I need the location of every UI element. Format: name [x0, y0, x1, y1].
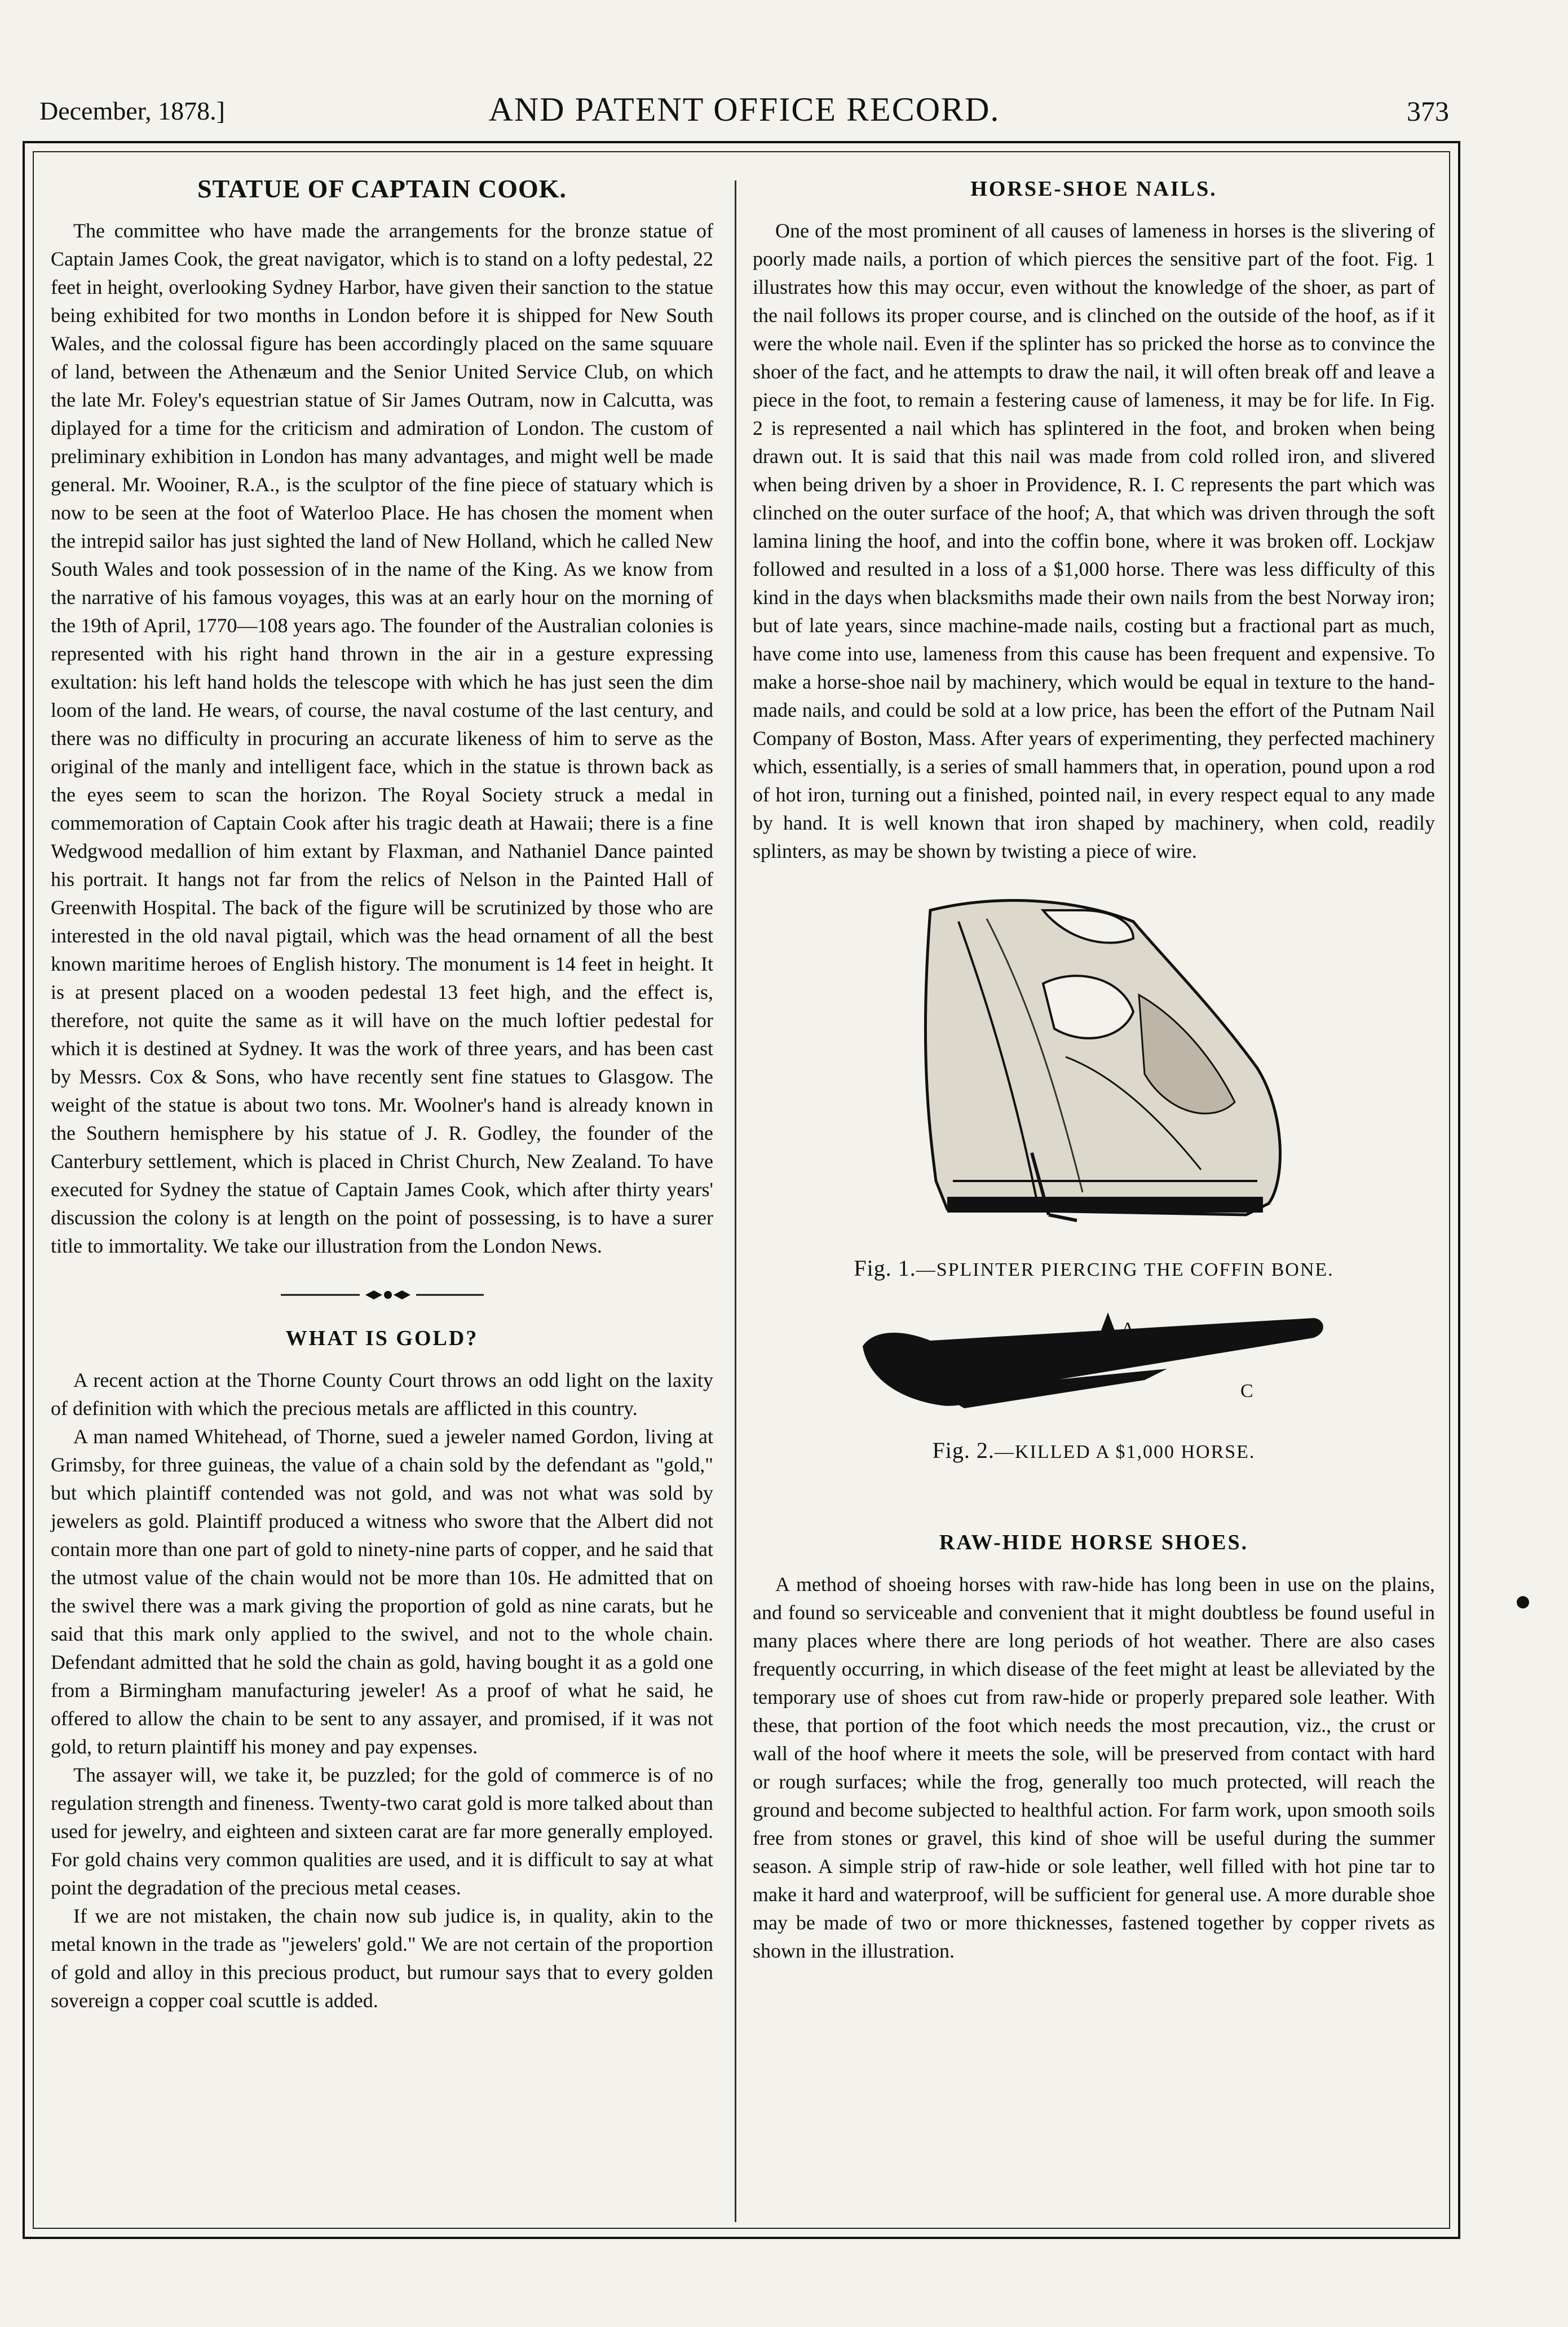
section-ornament	[281, 1288, 484, 1302]
broken-nail-illustration	[851, 1307, 1336, 1431]
gold-article-paragraph-2: A man named Whitehead, of Thorne, sued a jeweler named Gordon, living at Grimsby, for three guineas, the value of a chain sold by the defendant as "gold," but which plaintiff contended was not gold, and was not what was sold by jewelers as gold. Plaintiff produced a witness who swore that the Albert did not contain more than one part of gold to ninety-nine parts of copper, and he said that the utmost value of the chain would not be more than 10s. He admitted that on the swivel there was a mark giving the proportion of gold as nine carats, but he said that this mark only applied to the swivel, and not to the whole chain. Defendant admitted that he sold the chain as gold, having bought it as a gold one from a Birmingham manufacturing jeweler! As a proof of what he said, he offered to allow the chain to be sent to any assayer, and promised, if it was not gold, to return plaintiff his money and pay expenses.	[51, 1425, 713, 1758]
statue-article-title: STATUE OF CAPTAIN COOK.	[197, 174, 567, 203]
page-number: 373	[1407, 95, 1449, 127]
right-column	[753, 175, 1435, 1965]
figure-2-caption-text: —KILLED A $1,000 HORSE.	[994, 1442, 1256, 1462]
journal-title: AND PATENT OFFICE RECORD.	[488, 91, 1000, 128]
running-head	[39, 85, 1449, 130]
gold-article-paragraph-4: If we are not mistaken, the chain now sub judice is, in quality, akin to the metal known in the trade as "jewelers' gold." We are not certain of the proportion of gold and alloy in this precious product, but rumour says that to every golden sovereign a copper coal scuttle is added.	[51, 1905, 713, 2012]
statue-article-paragraph: The committee who have made the arrangements for the bronze statue of Captain James Cook, the great navigator, which is to stand on a lofty pedestal, 22 feet in height, overlooking Sydney Harbor, have given their sanction to the statue being exhibited for two months in London before it is shipped for New South Wales, and the colossal figure has been accordingly placed on the same squuare of land, between the Athenæum and the Senior United Service Club, on which the late Mr. Foley's equestrian statue of Sir James Outram, now in Calcutta, was diplayed for a time for the criticism and admiration of London. The custom of preliminary exhibition in London has many advantages, and might well be made general. Mr. Wooiner, R.A., is the sculptor of the fine piece of statuary which is now to be seen at the foot of Waterloo Place. He has chosen the moment when the intrepid sailor has just sighted the land of New Holland, which he called New South Wales and took possession of in the name of the King. As we know from the narrative of his famous voyages, this was at an early hour on the morning of the 19th of April, 1770—108 years ago. The founder of the Australian colonies is represented with his right hand thrown in the air in a gesture expressing exultation: his left hand holds the telescope with which he has just seen the dim loom of the land. He wears, of course, the naval costume of the last century, and there was no difficulty in procuring an accurate likeness of him to serve as the original of the manly and intelligent face, which in the statue is thrown back as the eyes seem to scan the horizon. The Royal Society struck a medal in commemoration of Captain Cook after his tragic death at Hawaii; there is a fine Wedgwood medallion of him extant by Flaxman, and Nathaniel Dance painted his portrait. It hangs not far from the relics of Nelson in the Painted Hall of Greenwith Hospital. The back of the figure will be scrutinized by those who are interested in the old naval pigtail, which was the head ornament of all the best known maritime heroes of English history. The monument is 14 feet in height. It is at present placed on a wooden pedestal 13 feet high, and the effect is, therefore, not quite the same as it will have on the much loftier pedestal for which it is destined at Sydney. It was the work of three years, and has been cast by Messrs. Cox & Sons, who have recently sent fine statues to Glasgow. The weight of the statue is about two tons. Mr. Woolner's hand is already known in the Southern hemisphere by his statue of J. R. Godley, the founder of the Canterbury settlement, which is placed in Christ Church, New Zealand. To have executed for Sydney the statue of Captain James Cook, which after thirty years' discussion the colony is at length on the point of possessing, is to have a surer title to immortality. We take our illustration from the London News.	[51, 219, 713, 1257]
rawhide-article-paragraph: A method of shoeing horses with raw-hide has long been in use on the plains, and found so serviceable and convenient that it might doubtless be found useful in many places where there are long periods of hot weather. There are also cases frequently occurring, in which disease of the feet might at least be alleviated by the temporary use of shoes cut from raw-hide or properly prepared sole leather. With these, that portion of the foot which needs the most precaution, viz., the crust or wall of the hoof where it meets the sole, will be preserved from contact with hard or rough surfaces; while the frog, generally too much protected, will reach the ground and become subjected to healthful action. For farm work, upon smooth soils free from stones or gravel, this kind of shoe will be useful during the summer season. A simple strip of raw-hide or sole leather, well filled with hot pine tar to make it hard and waterproof, will be sufficient for general use. A more durable shoe may be made of two or more thicknesses, fastened together by copper rivets as shown in the illustration.	[753, 1573, 1435, 1962]
nail-label-c: C	[1240, 1381, 1253, 1402]
gold-article-paragraph-1: A recent action at the Thorne County Court throws an odd light on the laxity of definition with which the precious metals are afflicted in this country.	[51, 1369, 713, 1420]
gold-article-title: WHAT IS GOLD?	[285, 1326, 479, 1350]
nails-article-title: HORSE-SHOE NAILS.	[970, 177, 1217, 201]
nails-article-paragraph: One of the most prominent of all causes of lameness in horses is the slivering of poorly made nails, a portion of which pierces the sensitive part of the foot. Fig. 1 illustrates how this may occur, even without the knowledge of the shoer, as part of the nail follows its proper course, and is clinched on the outside of the hoof, as if it were the whole nail. Even if the splinter has so pricked the horse as to convince the shoer of the fact, and he attempts to draw the nail, it will often break off and leave a piece in the foot, to remain a festering cause of lameness, it may be for life. In Fig. 2 is represented a nail which has splintered in the foot, and broken when being drawn out. It is said that this nail was made from cold rolled iron, and slivered when being driven by a shoer in Providence, R. I. C represents the part which was clinched on the outer surface of the hoof; A, that which was driven through the soft lamina lining the hoof, and into the coffin bone, where it was broken off. Lockjaw followed and resulted in a loss of a $1,000 horse. There was less difficulty of this kind in the days when blacksmiths made their own nails from the best Norway iron; but of late years, since machine-made nails, costing but a fractional part as much, have come into use, lameness from this cause has been frequent and expensive. To make a horse-shoe nail by machinery, which would be equal in texture to the hand-made nails, and could be sold at a low price, has been the effort of the Putnam Nail Company of Boston, Mass. After years of experimenting, they perfected machinery which, essentially, is a series of small hammers that, in operation, pound upon a rod of hot iron, turning out a finished, pointed nail, in every respect equal to any made by hand. It is well known that iron shaped by machinery, when cold, readily splinters, as may be shown by twisting a piece of wire.	[753, 219, 1435, 862]
left-column	[51, 175, 713, 2015]
issue-date: December, 1878.]	[39, 96, 225, 125]
nail-label-a: A	[1121, 1319, 1135, 1339]
figure-1-caption	[753, 1254, 1435, 1284]
rawhide-article-title: RAW-HIDE HORSE SHOES.	[939, 1531, 1249, 1554]
figure-1-caption-text: —SPLINTER PIERCING THE COFFIN BONE.	[916, 1259, 1334, 1280]
column-divider	[735, 180, 736, 2222]
gold-article-paragraph-3: The assayer will, we take it, be puzzled; for the gold of commerce is of no regulation strength and fineness. Twenty-two carat gold is more talked about than used for jewelry, and eighteen and sixteen carat are far more generally employed. For gold chains very common qualities are used, and it is difficult to say at what point the degradation of the precious metal ceases.	[51, 1764, 713, 1899]
figure-2-label: Fig. 2.	[932, 1438, 995, 1463]
hoof-illustration	[896, 888, 1291, 1249]
figure-1-label: Fig. 1.	[854, 1255, 916, 1281]
figure-2-caption	[753, 1436, 1435, 1466]
margin-dot	[1517, 1596, 1529, 1608]
